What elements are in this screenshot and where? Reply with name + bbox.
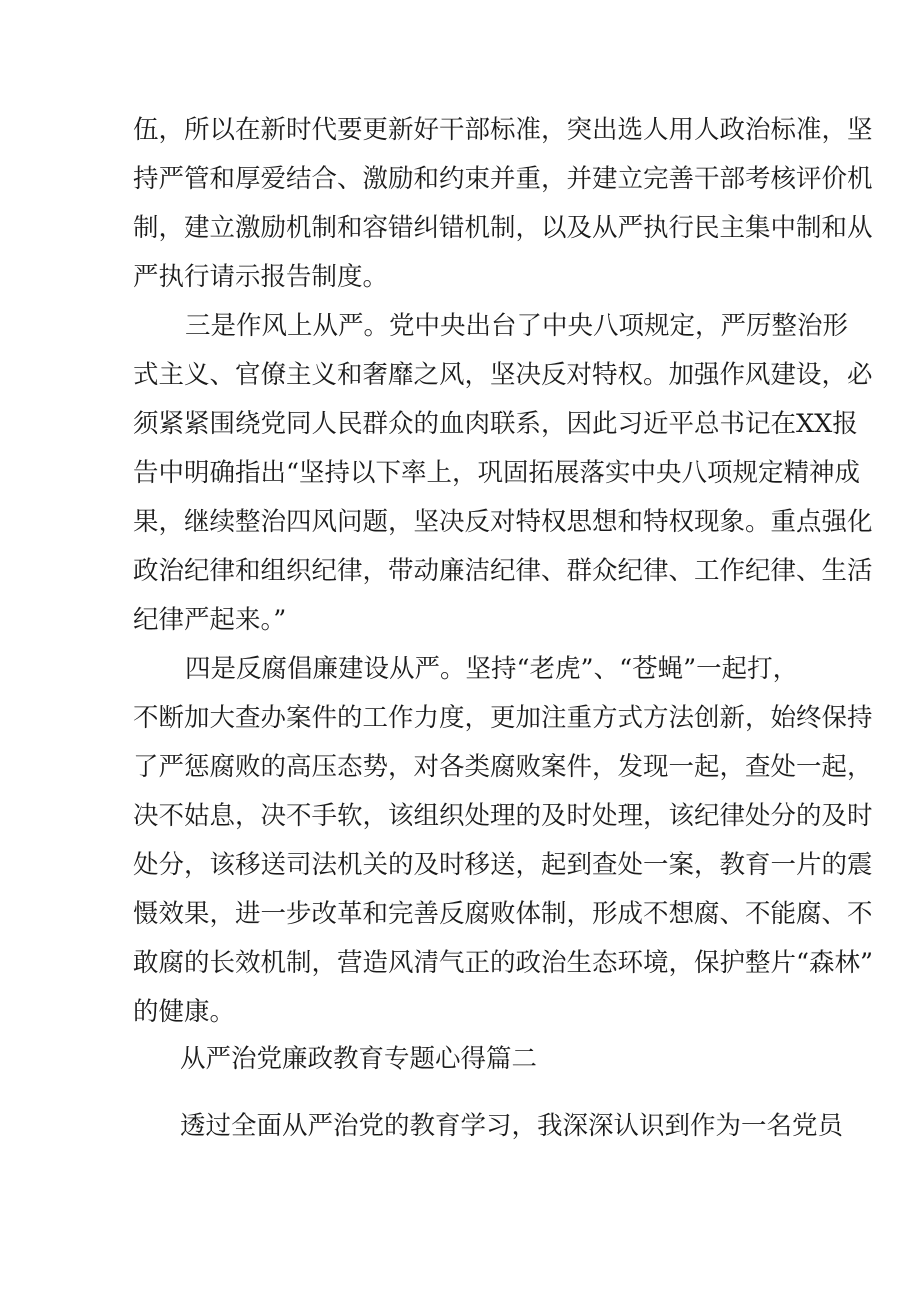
paragraph-line: 纪律严起来。”	[133, 605, 287, 635]
paragraph-line: 透过全面从严治党的教育学习，我深深认识到作为一名党员	[180, 1111, 844, 1141]
paragraph-line: 须紧紧围绕党同人民群众的血肉联系，因此习近平总书记在XX报	[133, 409, 858, 439]
paragraph-line: 四是反腐倡廉建设从严。坚持“老虎”、“苍蝇”一起打，	[185, 654, 799, 684]
paragraph-line: 政治纪律和组织纪律，带动廉洁纪律、群众纪律、工作纪律、生活	[133, 556, 873, 586]
paragraph-line: 持严管和厚爱结合、激励和约束并重，并建立完善干部考核评价机	[133, 164, 873, 194]
paragraph-line: 伍，所以在新时代要更新好干部标准，突出选人用人政治标准，坚	[133, 115, 873, 145]
paragraph-line: 告中明确指出“坚持以下率上，巩固拓展落实中央八项规定精神成	[133, 458, 861, 488]
paragraph-line: 慑效果，进一步改革和完善反腐败体制，形成不想腐、不能腐、不	[133, 899, 873, 929]
paragraph-line: 不断加大查办案件的工作力度，更加注重方式方法创新，始终保持	[133, 703, 873, 733]
paragraph-line: 敢腐的长效机制，营造风清气正的政治生态环境，保护整片“森林”	[133, 948, 874, 978]
paragraph-line: 式主义、官僚主义和奢靡之风，坚决反对特权。加强作风建设，必	[133, 360, 873, 390]
paragraph-line: 处分，该移送司法机关的及时移送，起到查处一案，教育一片的震	[133, 850, 873, 880]
section-heading: 从严治党廉政教育专题心得篇二	[180, 1044, 538, 1074]
paragraph-line: 的健康。	[133, 997, 236, 1027]
paragraph-line: 决不姑息，决不手软，该组织处理的及时处理，该纪律处分的及时	[133, 801, 873, 831]
paragraph-line: 严执行请示报告制度。	[133, 262, 389, 292]
paragraph-line: 了严惩腐败的高压态势，对各类腐败案件，发现一起，查处一起，	[133, 752, 873, 782]
paragraph-line: 三是作风上从严。党中央出台了中央八项规定，严厉整治形	[185, 311, 849, 341]
paragraph-line: 制，建立激励机制和容错纠错机制，以及从严执行民主集中制和从	[133, 213, 873, 243]
paragraph-line: 果，继续整治四风问题，坚决反对特权思想和特权现象。重点强化	[133, 507, 873, 537]
